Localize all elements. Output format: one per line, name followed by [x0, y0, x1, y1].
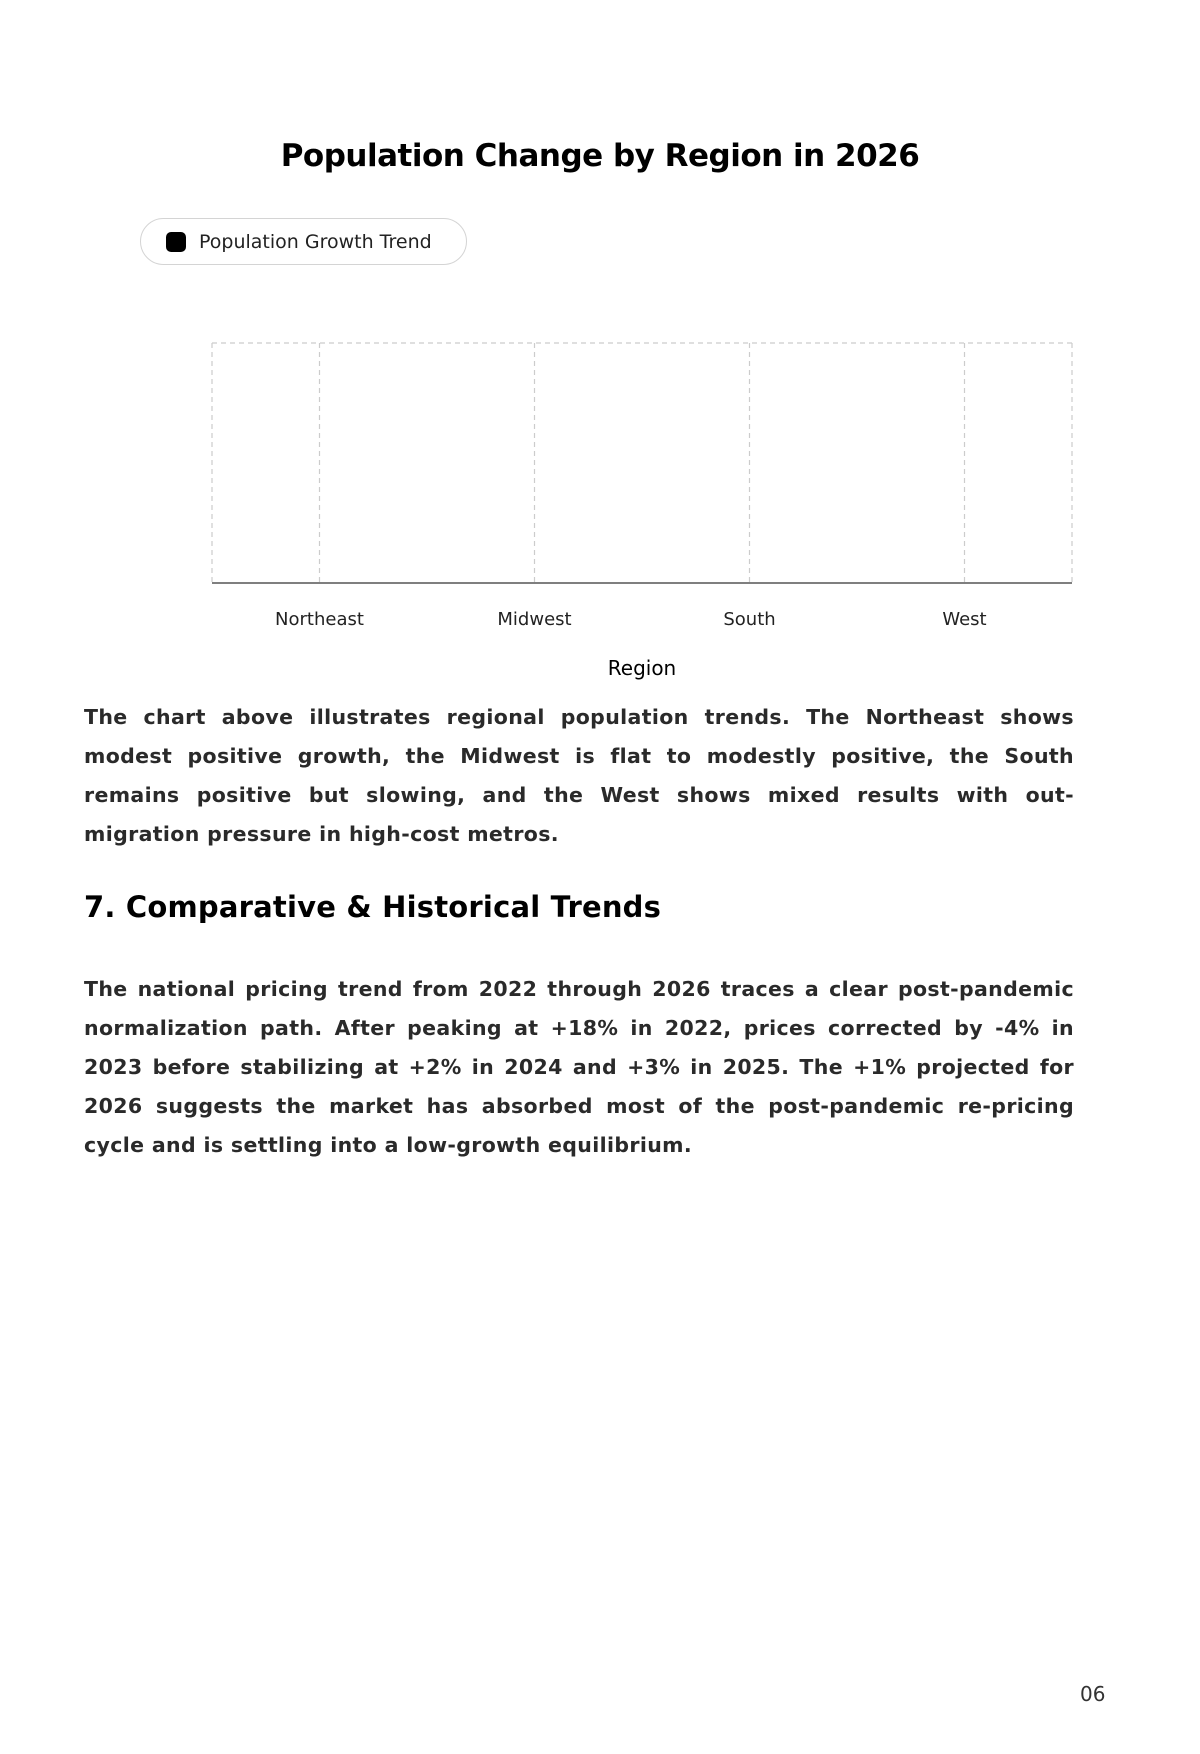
- historical-trends-paragraph: The national pricing trend from 2022 through 2026 traces a clear post-pandemic normalization path. After peaking at +18% in 2022, prices corrected by -4% in 2023 before stabilizing at +2% in 2024 and +3% in 2025. The +1% projected for 2026 suggests the market has absorbed most of the post-pandemic re-pricing cycle and is settling into a low-growth equilibrium.: [84, 977, 1074, 1157]
- x-tick-label: Northeast: [275, 609, 364, 630]
- chart-title: Population Change by Region in 2026: [280, 138, 920, 174]
- x-axis-title: Region: [607, 656, 677, 680]
- x-tick-label: Midwest: [497, 609, 572, 630]
- x-tick-label: South: [723, 609, 776, 630]
- legend-label: Population Growth Trend: [199, 230, 432, 253]
- chart-description: The chart above illustrates regional population trends. The Northeast shows modest positive growth, the Midwest is flat to modestly positive, the South remains positive but slowing, and the West shows mixed results with out-migration pressure in high-cost metros.: [84, 705, 1074, 846]
- x-tick-labels: [275, 609, 987, 630]
- section-heading: 7. Comparative & Historical Trends: [84, 890, 662, 924]
- chart-grid: [212, 343, 1072, 583]
- x-tick-label: West: [942, 609, 987, 630]
- chart-plot: [0, 0, 1200, 700]
- page-number: 06: [1080, 1682, 1106, 1706]
